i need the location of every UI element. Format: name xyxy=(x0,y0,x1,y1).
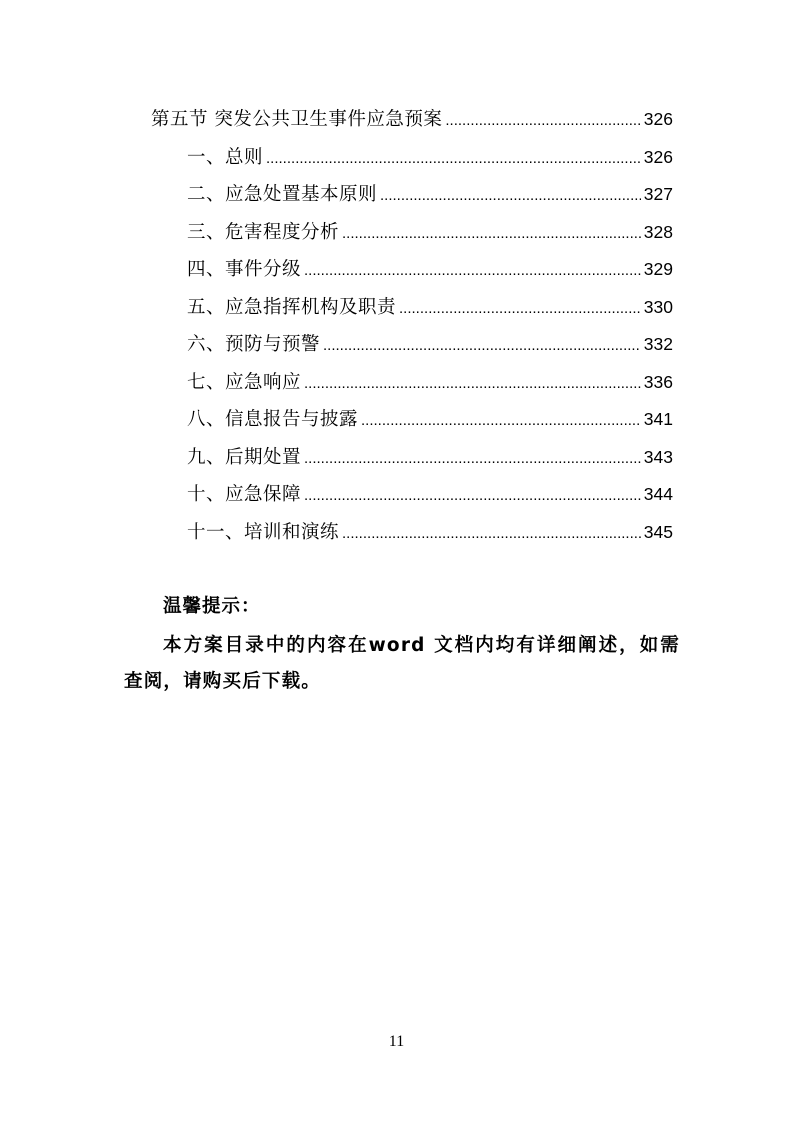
toc-dot-leader xyxy=(342,219,641,249)
toc-dot-leader xyxy=(304,444,641,474)
toc-entry[interactable] xyxy=(187,517,673,547)
toc-entry-title: 五、应急指挥机构及职责 xyxy=(187,296,397,318)
toc-entry-page: 332 xyxy=(643,334,673,354)
toc-entry-page: 326 xyxy=(643,109,673,129)
toc-dot-leader xyxy=(342,519,641,549)
notice-body: 本方案目录中的内容在word 文档内均有详细阐述，如需查阅，请购买后下载。 xyxy=(124,635,680,692)
toc-entry[interactable] xyxy=(151,104,673,134)
toc-dot-leader xyxy=(399,294,641,324)
toc-dot-leader xyxy=(380,181,641,211)
toc-entry-title: 六、预防与预警 xyxy=(187,334,321,355)
toc-entry-page: 330 xyxy=(643,296,673,317)
toc-dot-leader xyxy=(323,331,641,361)
toc-dot-leader xyxy=(445,106,640,136)
toc-entry-title: 十、应急保障 xyxy=(187,484,302,505)
toc-entry-title: 四、事件分级 xyxy=(187,259,302,280)
toc-entry-page: 336 xyxy=(643,371,673,392)
toc-entry-page: 344 xyxy=(643,484,673,504)
toc-entry[interactable] xyxy=(187,442,673,472)
toc-dot-leader xyxy=(304,256,641,286)
toc-entry-page: 326 xyxy=(643,146,673,167)
toc-entry-page: 341 xyxy=(643,409,673,429)
toc-dot-leader xyxy=(304,369,641,399)
toc-entry[interactable] xyxy=(187,479,673,509)
toc-entry-title: 三、危害程度分析 xyxy=(187,221,340,243)
toc-entry[interactable] xyxy=(187,367,673,397)
toc-entry-page: 329 xyxy=(643,259,673,279)
toc-entry[interactable] xyxy=(187,292,673,322)
toc-entry-title: 一、总则 xyxy=(187,146,264,168)
toc-dot-leader xyxy=(266,144,641,174)
toc-entry[interactable] xyxy=(187,404,673,434)
toc-entry[interactable] xyxy=(187,179,673,209)
toc-entry-title: 七、应急响应 xyxy=(187,371,302,393)
page-number: 11 xyxy=(388,1033,405,1050)
toc-entry-title: 二、应急处置基本原则 xyxy=(187,184,378,205)
toc-entry[interactable] xyxy=(187,254,673,284)
toc-entry-page: 327 xyxy=(643,184,673,204)
toc-entry-title: 十一、培训和演练 xyxy=(187,521,340,543)
toc-entry[interactable] xyxy=(187,142,673,172)
notice-heading: 温馨提示： xyxy=(163,596,261,617)
toc-dot-leader xyxy=(304,481,641,511)
toc-dot-leader xyxy=(361,406,641,436)
toc-entry-page: 345 xyxy=(643,521,673,542)
toc-entry[interactable] xyxy=(187,217,673,247)
toc-entry-page: 343 xyxy=(643,446,673,467)
toc-entry-page: 328 xyxy=(643,221,673,242)
toc-entry-title: 第五节 突发公共卫生事件应急预案 xyxy=(151,109,443,130)
toc-entry-title: 九、后期处置 xyxy=(187,446,302,468)
toc-entry[interactable] xyxy=(187,329,673,359)
toc-entry-title: 八、信息报告与披露 xyxy=(187,409,359,430)
